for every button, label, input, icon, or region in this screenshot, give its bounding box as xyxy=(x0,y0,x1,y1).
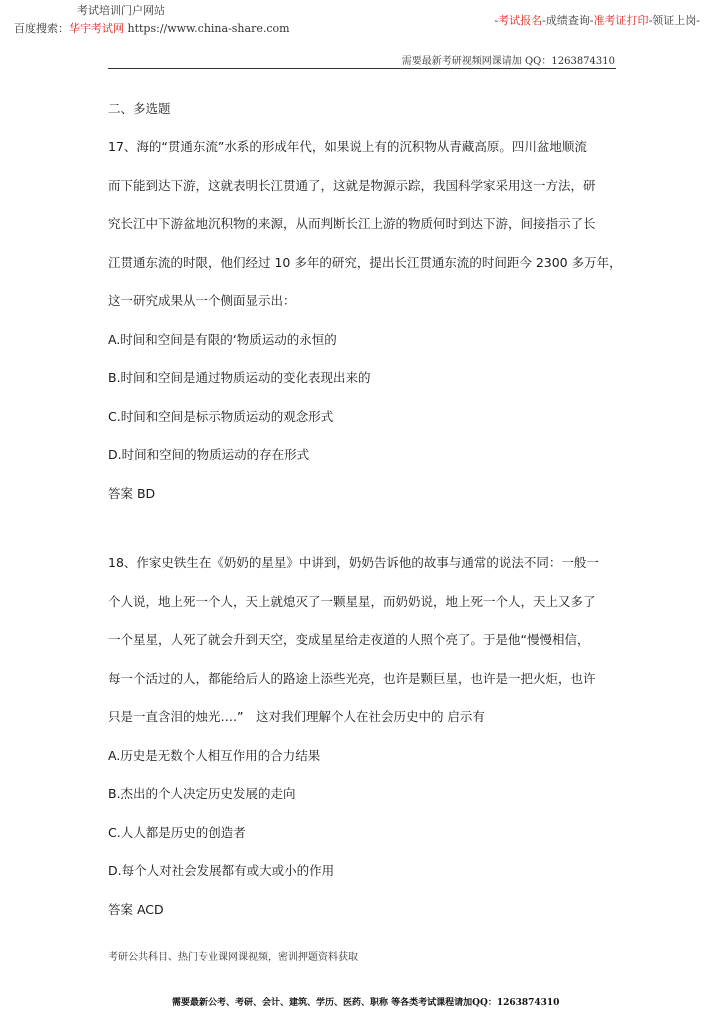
nav-link[interactable]: 准考证打印 xyxy=(593,14,649,27)
baidu-search-row xyxy=(14,20,290,36)
nav-separator: - xyxy=(696,14,700,27)
baidu-label: 百度搜索： xyxy=(14,22,69,35)
question-line: 18、作家史铁生在《奶奶的星星》中讲到，奶奶告诉他的故事与通常的说法不同：一般一 xyxy=(108,555,599,570)
nav-separator: - xyxy=(494,14,499,27)
footer-note: 考研公共科目、热门专业课网课视频，密训押题资料获取 xyxy=(108,952,358,963)
option-b: B.杰出的个人决定历史发展的走向 xyxy=(108,786,296,801)
question-line: 一个星星，人死了就会升到天空，变成星星给走夜道的人照个亮了。于是他“慢慢相信， xyxy=(108,632,590,647)
option-c: C.人人都是历史的创造者 xyxy=(108,824,246,840)
option-a: A.历史是无数个人相互作用的合力结果 xyxy=(108,747,321,763)
question-line: 个人说，地上死一个人，天上就熄灭了一颗星星，而奶奶说，地上死一个人，天上又多了 xyxy=(108,593,596,609)
question-line: 这一研究成果从一个侧面显示出： xyxy=(108,293,296,308)
nav-link[interactable]: 考试报名 xyxy=(498,14,543,27)
answer: 答案 ACD xyxy=(108,901,164,917)
section-title: 二、多选题 xyxy=(108,101,171,116)
question-line: 究长江中下游盆地沉积物的来源，从而判断长江上游的物质何时到达下游，间接指示了长 xyxy=(108,216,596,231)
option-b: B.时间和空间是通过物质运动的变化表现出来的 xyxy=(108,370,371,385)
footer-contact: 需要最新公考、考研、会计、建筑、学历、医药、职称 等各类考试课程请加QQ：1263874310 xyxy=(172,998,560,1008)
header-contact-note: 需要最新考研视频网课请加 QQ：1263874310 xyxy=(401,56,615,67)
option-d: D.每个人对社会发展都有或大或小的作用 xyxy=(108,863,335,878)
nav-link[interactable]: 领证上岗 xyxy=(652,14,697,27)
top-nav-links xyxy=(494,12,700,28)
site-title: 考试培训门户网站 xyxy=(77,4,165,17)
question-line: 17、海的“贯通东流”水系的形成年代，如果说上有的沉积物从青藏高原。四川盆地顺流 xyxy=(108,139,587,154)
nav-separator: - xyxy=(542,14,546,27)
header-divider xyxy=(108,68,616,69)
nav-separator: - xyxy=(589,14,594,27)
option-a: A.时间和空间是有限的‘物质运动的永恒的 xyxy=(108,331,337,347)
question-line: 江贯通东流的时限，他们经过 10 多年的研究，提出长江贯通东流的时间距今 2300 多万年， xyxy=(108,254,622,270)
question-line: 只是一直含泪的烛光….” 这对我们理解个人在社会历史中的 启示有 xyxy=(108,709,485,724)
baidu-url[interactable]: https://www.china-share.com xyxy=(127,22,290,35)
answer: 答案 BD xyxy=(108,485,156,501)
option-d: D.时间和空间的物质运动的存在形式 xyxy=(108,447,310,462)
question-line: 每一个活过的人，都能给后人的路途上添些光亮，也许是颗巨星，也许是一把火炬，也许 xyxy=(108,670,596,686)
baidu-brand-link[interactable]: 华宇考试网 xyxy=(69,22,124,35)
option-c: C.时间和空间是标示物质运动的观念形式 xyxy=(108,408,334,424)
nav-link[interactable]: 成绩查询 xyxy=(545,14,590,27)
question-line: 而下能到达下游，这就表明长江贯通了，这就是物源示踪，我国科学家采用这一方法，研 xyxy=(108,177,596,193)
nav-separator: - xyxy=(648,14,653,27)
